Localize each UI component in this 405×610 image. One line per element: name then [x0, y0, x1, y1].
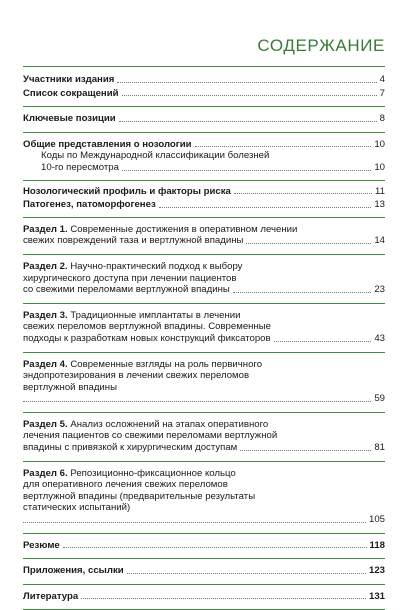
- toc-entry-section-5[interactable]: [23, 419, 385, 454]
- toc-entry-icd-codes[interactable]: [23, 150, 385, 173]
- toc-page-number: 59: [374, 393, 385, 405]
- table-of-contents: [23, 62, 385, 610]
- section-label: Раздел 2.: [23, 260, 68, 272]
- dot-leader: [159, 207, 372, 208]
- divider: [23, 461, 385, 462]
- toc-entry-participants[interactable]: [23, 74, 385, 86]
- toc-page-number: 4: [379, 74, 385, 85]
- divider: [23, 217, 385, 218]
- toc-entry-title: Нозологический профиль и факторы риска: [23, 185, 231, 197]
- divider: [23, 132, 385, 133]
- toc-entry-section-6[interactable]: [23, 468, 385, 526]
- divider: [23, 584, 385, 585]
- toc-entry-line: Репозиционно-фиксационное кольцо: [70, 467, 236, 479]
- divider: [23, 412, 385, 413]
- toc-page-number: 13: [374, 199, 385, 211]
- dot-leader: [119, 121, 377, 122]
- toc-entry-line: впадины с привязкой к хирургическим доступам: [23, 442, 238, 454]
- toc-entry-line: подходы к разработкам новых конструкций фиксаторов: [23, 332, 271, 344]
- toc-entry-key-points[interactable]: [23, 113, 385, 125]
- section-label: Раздел 3.: [23, 309, 68, 321]
- toc-entry-line: Современные взгляды на роль первичного: [70, 358, 263, 370]
- toc-entry-title: Резюме: [23, 539, 60, 551]
- toc-entry-line: свежих повреждений таза и вертлужной впадины: [23, 235, 244, 247]
- toc-page-number: 43: [374, 332, 385, 344]
- toc-entry-line: эндопротезирования в лечении свежих переломов: [23, 370, 250, 382]
- toc-entry-section-1[interactable]: [23, 224, 385, 247]
- dot-leader: [195, 146, 372, 147]
- dot-leader: [127, 573, 366, 574]
- toc-entry-line: 10-го пересмотра: [41, 161, 119, 173]
- dot-leader: [63, 547, 367, 548]
- divider: [23, 352, 385, 353]
- toc-entry-summary[interactable]: [23, 540, 385, 552]
- toc-page-number: 7: [379, 87, 385, 99]
- toc-page-number: 23: [374, 284, 385, 296]
- divider: [23, 558, 385, 559]
- toc-entry-title: Участники издания: [23, 74, 115, 85]
- toc-entry-line: вертлужной впадины (предварительные результаты: [23, 490, 256, 502]
- toc-page-number: 105: [368, 514, 385, 526]
- toc-page-number: 118: [369, 539, 385, 551]
- toc-entry-section-2[interactable]: [23, 261, 385, 296]
- toc-page-number: 8: [379, 113, 385, 125]
- toc-entry-line: Современные достижения в оперативном лечении: [70, 223, 298, 235]
- divider: [23, 66, 385, 67]
- dot-leader: [122, 95, 377, 96]
- toc-entry-line: свежих переломов вертлужной впадины. Современные: [23, 321, 271, 333]
- toc-entry-line: Традиционные имплантаты в лечении: [70, 309, 241, 321]
- toc-entry-title: Ключевые позиции: [23, 113, 116, 125]
- toc-entry-line: лечения пациентов со свежими переломами вертлужной: [23, 430, 278, 442]
- divider: [23, 533, 385, 534]
- divider: [23, 254, 385, 255]
- toc-entry-line: статических испытаний): [23, 502, 131, 514]
- toc-page-number: 10: [374, 161, 385, 173]
- toc-entry-line: Научно-практический подход к выбору: [70, 260, 243, 272]
- toc-entry-title: Приложения, ссылки: [23, 565, 124, 577]
- toc-entry-title: Общие представления о нозологии: [23, 138, 192, 150]
- dot-leader: [23, 522, 366, 523]
- dot-leader: [246, 243, 371, 244]
- dot-leader: [122, 170, 371, 171]
- toc-entry-line: для оперативного лечения свежих переломов: [23, 479, 228, 491]
- toc-entry-section-4[interactable]: [23, 359, 385, 405]
- dot-leader: [274, 341, 372, 342]
- section-label: Раздел 5.: [23, 418, 68, 430]
- toc-page-number: 14: [374, 235, 385, 247]
- dot-leader: [233, 292, 372, 293]
- toc-entry-title: Список сокращений: [23, 87, 119, 99]
- toc-entry-line: вертлужной впадины: [23, 381, 117, 393]
- toc-entry-section-3[interactable]: [23, 310, 385, 345]
- toc-entry-literature[interactable]: [23, 591, 385, 603]
- toc-page-number: 11: [375, 185, 385, 197]
- toc-entry-appendices[interactable]: [23, 565, 385, 577]
- section-label: Раздел 4.: [23, 358, 68, 370]
- section-label: Раздел 1.: [23, 223, 68, 235]
- toc-entry-title: Литература: [23, 590, 79, 602]
- dot-leader: [234, 193, 372, 194]
- page-title: СОДЕРЖАНИЕ: [257, 36, 385, 55]
- divider: [23, 303, 385, 304]
- divider: [23, 106, 385, 107]
- toc-entry-line: хирургического доступа при лечении пациентов: [23, 272, 237, 284]
- toc-entry-pathogenesis[interactable]: [23, 199, 385, 211]
- dot-leader: [23, 401, 371, 402]
- dot-leader: [240, 450, 371, 451]
- section-label: Раздел 6.: [23, 467, 68, 479]
- toc-entry-nosological-profile[interactable]: [23, 186, 385, 198]
- divider: [23, 180, 385, 181]
- toc-page-number: 131: [368, 590, 385, 602]
- toc-page-number: 123: [368, 565, 385, 577]
- toc-entry-title: Патогенез, патоморфогенез: [23, 199, 156, 211]
- toc-entry-line: Коды по Международной классификации болезней: [41, 150, 270, 162]
- dot-leader: [81, 598, 366, 599]
- toc-page-number: 10: [374, 138, 385, 150]
- toc-entry-line: со свежими переломами вертлужной впадины: [23, 284, 230, 296]
- toc-entry-line: Анализ осложнений на этапах оперативного: [70, 418, 269, 430]
- dot-leader: [117, 82, 376, 83]
- toc-page-number: 81: [374, 442, 385, 454]
- toc-entry-abbreviations[interactable]: [23, 88, 385, 100]
- toc-entry-nosology[interactable]: [23, 139, 385, 151]
